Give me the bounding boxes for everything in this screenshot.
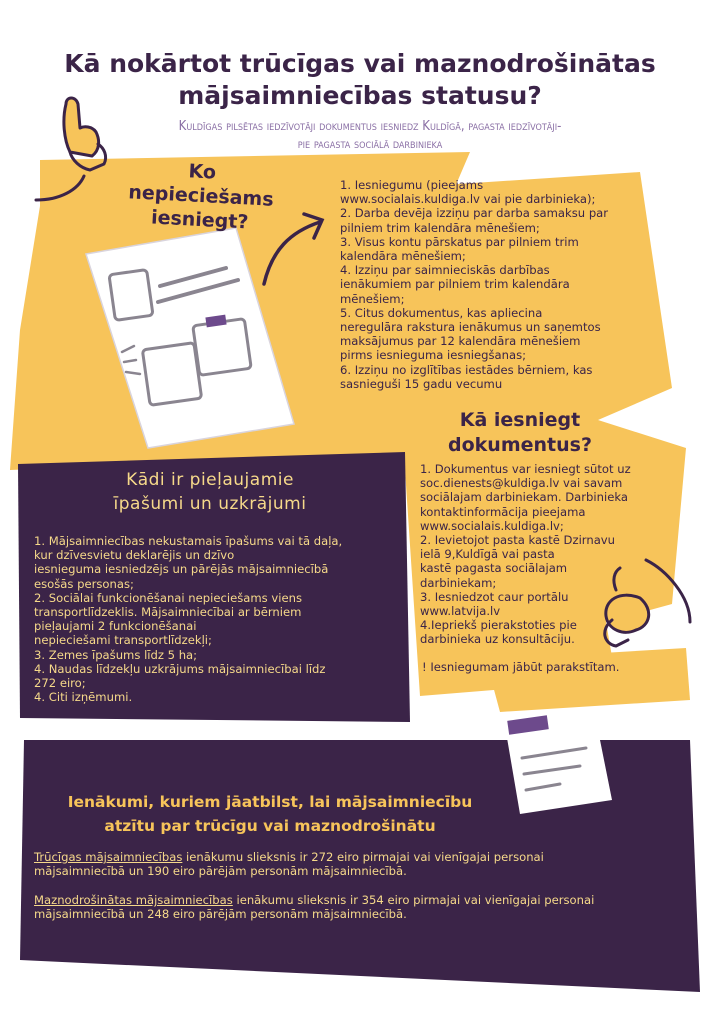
needed-heading-line1: Ko nepieciešams <box>127 160 275 211</box>
page-title-line1: Kā nokārtot trūcīgas vai maznodrošinātas <box>64 49 656 78</box>
poor-household-label: Trūcīgas mājsaimniecības <box>34 850 183 864</box>
needed-heading-line2: iesniegt? <box>150 206 249 234</box>
page-subtitle-line2: pie pagasta sociālā darbinieka <box>297 137 443 152</box>
page-title-line2: mājsaimniecības statusu? <box>178 81 542 110</box>
page-subtitle <box>110 118 630 154</box>
property-heading <box>60 468 360 516</box>
income-paragraph-low-income <box>34 893 634 921</box>
page-title <box>60 48 660 112</box>
needed-list: 1. Iesniegumu (pieejams www.socialais.kuldiga.lv vai pie darbinieka); 2. Darba devēja izziņu par darba samaksu par pilniem trim kalendāra mēnešiem; 3. Visus kontu pārskatus par pilniem trim kalendāra mēnešiem; 4. Izziņu par saimnieciskās darbības ienākumiem par pilniem trim kalendāra mēnešiem; 5. Citus dokumentus, kas apliecina neregulāra rakstura ienākumus un saņemtos maksājumus par 12 kalendāra mēnešiem pirms iesnieguma iesniegšanas; 6. Izziņu no izglītības iestādes bērniem, kas sasnieguši 15 gadu vecumu <box>340 178 609 391</box>
how-heading <box>430 408 610 458</box>
income-heading-line1: Ienākumi, kuriem jāatbilst, lai mājsaimniecību <box>67 793 473 811</box>
low-income-household-text: ienākumu slieksnis ir 354 eiro pirmajai vai vienīgajai personai mājsaimniecībā un 248 eiro pārējām personām mājsaimniecībā. <box>34 893 595 922</box>
how-heading-line1: Kā iesniegt <box>459 409 581 431</box>
how-heading-line2: dokumentus? <box>448 434 592 456</box>
income-paragraph-poor <box>34 850 634 878</box>
page-subtitle-line1: Kuldīgas pilsētas iedzīvotāji dokumentus iesniedz Kuldīgā, pagasta iedzīvotāji- <box>178 119 562 134</box>
income-heading <box>30 790 510 838</box>
property-heading-line1: Kādi ir pieļaujamie <box>126 470 294 490</box>
income-heading-line2: atzītu par trūcīgu vai maznodrošinātu <box>104 817 436 835</box>
property-list: 1. Mājsaimniecības nekustamais īpašums vai tā daļa, kur dzīvesvietu deklarējis un dzīvo iesnieguma iesniedzējs un pārējās mājsaimniecībā esošās personas; 2. Sociālai funkcionēšanai nepieciešams viens transportlīdzeklis. Mājsaimniecībai ar bērniem pieļaujami 2 funkcionēšanai nepieciešami transportlīdzekļi; 3. Zemes īpašums līdz 5 ha; 4. Naudas līdzekļu uzkrājums mājsaimniecībai līdz 272 eiro; 4. Citi izņēmumi. <box>34 534 343 705</box>
poor-household-text: ienākumu slieksnis ir 272 eiro pirmajai vai vienīgajai personai mājsaimniecībā un 190 eiro pārējām personām mājsaimniecībā. <box>34 850 544 879</box>
property-heading-line2: īpašumi un uzkrājumi <box>113 494 307 514</box>
low-income-household-label: Maznodrošinātas mājsaimniecības <box>34 893 233 907</box>
note-illustration <box>506 715 612 814</box>
needed-heading <box>110 155 292 236</box>
how-list: 1. Dokumentus var iesniegt sūtot uz soc.dienests@kuldiga.lv vai savam sociālajam darbiniekam. Darbinieka kontaktinformācija pieejama www.socialais.kuldiga.lv; 2. Ievietojot pasta kastē Dzirnavu ielā 9,Kuldīgā vai pasta kastē pagasta sociālajam darbiniekam; 3. Iesniedzot caur portālu www.latvija.lv 4.Iepriekš pierakstoties pie darbinieka uz konsultāciju. <box>420 462 631 647</box>
signature-note: ! Iesniegumam jābūt parakstītam. <box>422 660 620 674</box>
